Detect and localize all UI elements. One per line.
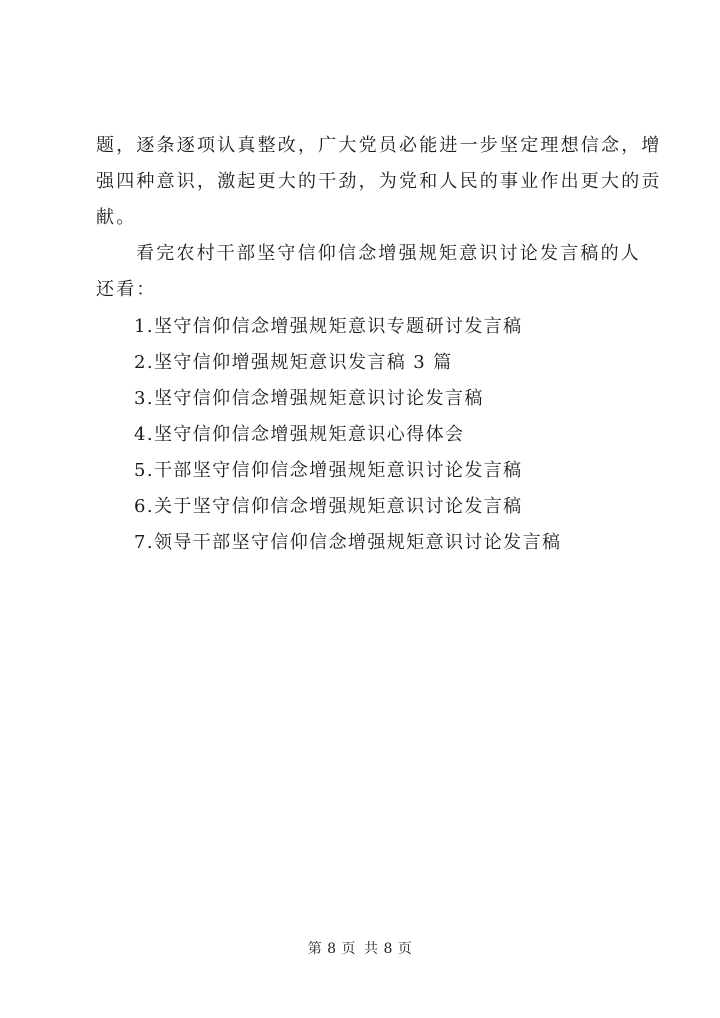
list-item: 4.坚守信仰信念增强规矩意识心得体会 (134, 424, 465, 445)
paragraph-line: 献。 (96, 207, 137, 228)
related-intro-paragraph (96, 236, 641, 308)
list-item: 7.领导干部坚守信仰信念增强规矩意识讨论发言稿 (134, 532, 562, 553)
current-page-number: 第 8 页 (307, 941, 356, 957)
list-item: 3.坚守信仰信念增强规矩意识讨论发言稿 (134, 388, 484, 409)
paragraph-line: 强四种意识，激起更大的干劲，为党和人民的事业作出更大的贡 (96, 171, 662, 192)
list-item: 2.坚守信仰增强规矩意识发言稿 3 篇 (134, 352, 453, 373)
paragraph-line: 题，逐条逐项认真整改，广大党员必能进一步坚定理想信念，增 (96, 135, 662, 156)
related-articles-list (134, 309, 561, 561)
list-item: 5.干部坚守信仰信念增强规矩意识讨论发言稿 (134, 460, 523, 481)
total-page-count: 共 8 页 (364, 941, 413, 957)
paragraph-line: 还看： (96, 279, 157, 300)
paragraph-line: 看完农村干部坚守信仰信念增强规矩意识讨论发言稿的人 (136, 243, 641, 264)
list-item: 1.坚守信仰信念增强规矩意识专题研讨发言稿 (134, 316, 523, 337)
page-footer (0, 938, 720, 958)
paragraph-continuation (96, 128, 662, 236)
list-item: 6.关于坚守信仰信念增强规矩意识讨论发言稿 (134, 496, 523, 517)
